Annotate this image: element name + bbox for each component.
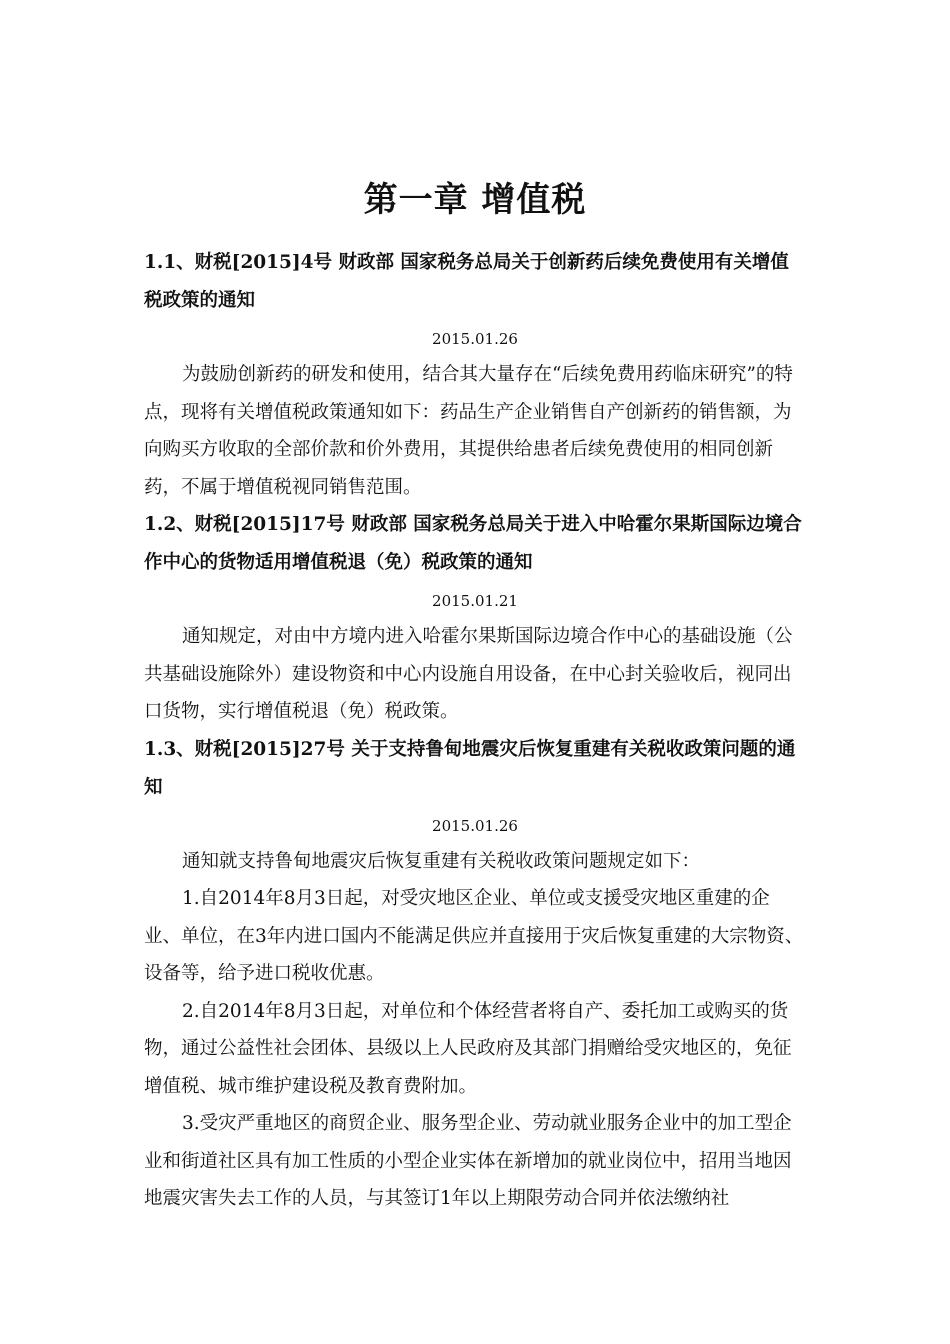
section-title: 1.2、财税[2015]17号 财政部 国家税务总局关于进入中哈霍尔果斯国际边境合作中心的货物适用增值税退（免）税政策的通知 — [144, 514, 802, 573]
section-paragraph: 1.自2014年8月3日起，对受灾地区企业、单位或支援受灾地区重建的企业、单位，在3年内进口国内不能满足供应并直接用于灾后恢复重建的大宗物资、设备等，给予进口税收优惠。 — [144, 888, 804, 984]
document-body — [144, 244, 806, 1218]
section-date: 2015.01.21 — [432, 592, 518, 610]
section-paragraph: 通知就支持鲁甸地震灾后恢复重建有关税收政策问题规定如下： — [182, 850, 701, 872]
section-date: 2015.01.26 — [432, 816, 518, 835]
section-paragraph: 通知规定，对由中方境内进入哈霍尔果斯国际边境合作中心的基础设施（公共基础设施除外）建设物资和中心内设施自用设备，在中心封关验收后，视同出口货物，实行增值税退（免）税政策。 — [144, 626, 793, 722]
section-1-1 — [144, 244, 806, 506]
section-title: 1.1、财税[2015]4号 财政部 国家税务总局关于创新药后续免费使用有关增值税政策的通知 — [144, 252, 789, 311]
section-date: 2015.01.26 — [432, 330, 518, 348]
chapter-title: 第一章 增值税 — [363, 179, 587, 220]
section-title: 1.3、财税[2015]27号 关于支持鲁甸地震灾后恢复重建有关税收政策问题的通知 — [144, 738, 796, 798]
section-1-2 — [144, 506, 806, 731]
section-paragraph: 2.自2014年8月3日起，对单位和个体经营者将自产、委托加工或购买的货物，通过公益性社会团体、县级以上人民政府及其部门捐赠给受灾地区的，免征增值税、城市维护建设税及教育费附加。 — [144, 1000, 792, 1097]
section-paragraph: 为鼓励创新药的研发和使用，结合其大量存在“后续免费用药临床研究”的特点，现将有关增值税政策通知如下：药品生产企业销售自产创新药的销售额，为向购买方收取的全部价款和价外费用，其提供给患者后续免费使用的相同创新药，不属于增值税视同销售范围。 — [144, 364, 793, 498]
section-paragraph: 3.受灾严重地区的商贸企业、服务型企业、劳动就业服务企业中的加工型企业和街道社区具有加工性质的小型企业实体在新增加的就业岗位中，招用当地因地震灾害失去工作的人员，与其签订1年以上期限劳动合同并依法缴纳社 — [144, 1113, 792, 1209]
section-1-3 — [144, 731, 806, 1218]
